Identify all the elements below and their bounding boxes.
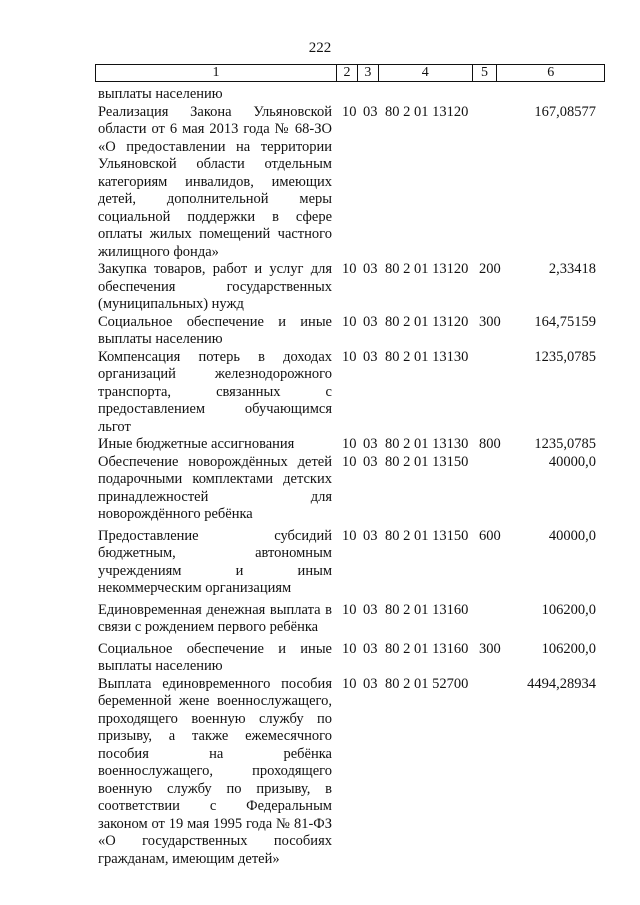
section-code: 10	[342, 527, 357, 544]
subsection-code: 03	[363, 527, 378, 544]
table-column-header	[95, 64, 605, 82]
subsection-code: 03	[363, 675, 378, 692]
section-code: 10	[342, 601, 357, 618]
expense-type-code: 300	[479, 640, 501, 657]
column-header-1: 1	[96, 65, 337, 81]
section-code: 10	[342, 103, 357, 120]
column-header-5: 5	[473, 65, 498, 81]
row-description: Закупка товаров, работ и услуг для обеспечения государственных (муниципальных) нужд	[98, 261, 332, 312]
subsection-code: 03	[363, 103, 378, 120]
subsection-code: 03	[363, 453, 378, 470]
subsection-code: 03	[363, 348, 378, 365]
row-description: выплаты населению	[98, 86, 223, 102]
table-row	[98, 602, 608, 637]
section-code: 10	[342, 675, 357, 692]
table-row	[98, 314, 608, 349]
row-description: Обеспечение новорождённых детей подарочными комплектами детских принадлежностей для новорождённого ребёнка	[98, 453, 332, 522]
target-article-code: 80 2 01 13150	[385, 527, 469, 544]
table-row	[98, 349, 608, 437]
budget-table	[98, 86, 608, 868]
target-article-code: 80 2 01 13130	[385, 436, 469, 452]
section-code: 10	[342, 453, 357, 470]
amount: 106200,0	[541, 640, 596, 657]
table-row	[98, 641, 608, 676]
subsection-code: 03	[363, 436, 378, 452]
row-description: Иные бюджетные ассигнования	[98, 436, 295, 452]
target-article-code: 80 2 01 13130	[385, 348, 469, 365]
column-header-6: 6	[547, 65, 555, 80]
subsection-code: 03	[363, 261, 378, 277]
amount: 4494,28934	[527, 675, 596, 692]
expense-type-code: 200	[479, 261, 501, 277]
row-description: Предоставление субсидий бюджетным, автономным учреждениям и иным некоммерческим организациям	[98, 527, 332, 596]
target-article-code: 80 2 01 52700	[385, 675, 469, 692]
target-article-code: 80 2 01 13150	[385, 453, 469, 470]
table-row	[98, 261, 608, 314]
amount: 40000,0	[548, 453, 596, 470]
row-description: Социальное обеспечение и иные выплаты населению	[98, 640, 332, 674]
section-code: 10	[342, 313, 357, 330]
section-code: 10	[342, 436, 357, 452]
table-row	[98, 454, 608, 524]
row-description: Социальное обеспечение и иные выплаты населению	[98, 313, 332, 347]
amount: 167,08577	[534, 103, 596, 120]
page-number: 222	[308, 40, 332, 56]
column-header-3: 3	[358, 65, 379, 81]
column-header-2: 2	[337, 65, 358, 81]
section-code: 10	[342, 348, 357, 365]
target-article-code: 80 2 01 13120	[385, 261, 469, 277]
row-description: Единовременная денежная выплата в связи с рождением первого ребёнка	[98, 601, 332, 635]
subsection-code: 03	[363, 601, 378, 618]
table-row	[98, 676, 608, 869]
amount: 164,75159	[534, 313, 596, 330]
table-row	[98, 86, 608, 104]
table-row	[98, 528, 608, 598]
amount: 1235,0785	[534, 436, 596, 452]
expense-type-code: 800	[479, 436, 501, 452]
target-article-code: 80 2 01 13120	[385, 103, 469, 120]
table-row	[98, 436, 608, 454]
expense-type-code: 300	[479, 313, 501, 330]
section-code: 10	[342, 640, 357, 657]
column-header-4: 4	[379, 65, 473, 81]
target-article-code: 80 2 01 13120	[385, 313, 469, 330]
section-code: 10	[342, 261, 357, 277]
row-description: Реализация Закона Ульяновской области от 6 мая 2013 года № 68-ЗО «О предоставлении на территории Ульяновской области отдельным категориям инвалидов, имеющих детей, дополнительной меры социальной поддержки в сфере оплаты жилых помещений частного жилищного фонда»	[98, 103, 332, 260]
subsection-code: 03	[363, 313, 378, 330]
subsection-code: 03	[363, 640, 378, 657]
amount: 40000,0	[548, 527, 596, 544]
expense-type-code: 600	[479, 527, 501, 544]
target-article-code: 80 2 01 13160	[385, 601, 469, 618]
amount: 2,33418	[548, 261, 596, 277]
amount: 1235,0785	[534, 348, 596, 365]
row-description: Выплата единовременного пособия беременной жене военнослужащего, проходящего военную службу по призыву, а также ежемесячного пособия на ребёнка военнослужащего, проходящего военную службу по призыву, в соответствии с Федеральным законом от 19 мая 1995 года № 81-ФЗ «О государственных пособиях гражданам, имеющим детей»	[98, 675, 332, 867]
target-article-code: 80 2 01 13160	[385, 640, 469, 657]
row-description: Компенсация потерь в доходах организаций железнодорожного транспорта, связанных с предоставлением обучающимся льгот	[98, 348, 332, 435]
amount: 106200,0	[541, 601, 596, 618]
table-row	[98, 104, 608, 262]
